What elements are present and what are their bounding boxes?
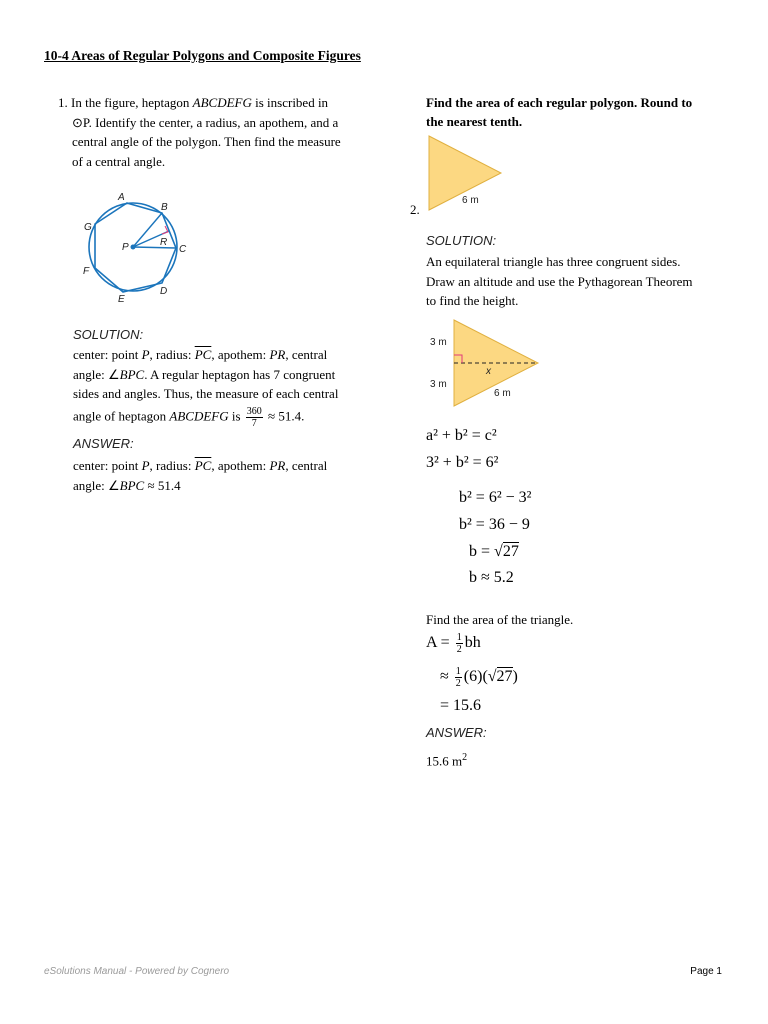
- answer-label-1: ANSWER:: [73, 436, 134, 451]
- equation-isolate: b² = 6² − 3²: [459, 489, 532, 506]
- area-formula: A = $\frac{1}{2}$ bh: [426, 632, 481, 655]
- answer-text-1: center: point P, radius: $\overline{PC}$, apothem: PR, central angle: ∠BPC ≈ 51.4: [73, 458, 328, 493]
- problem-1-prompt: 1. In the figure, heptagon ABCDEFG is inscribed in ⊙P. Identify the center, a radius, an apothem, and a central angle of the polygon. Then find the measure of a central angle.: [58, 95, 341, 169]
- equation-pythagorean: a² + b² = c²: [426, 427, 497, 444]
- solution-text-1: center: point P, radius: $\overline{PC}$, apothem: PR, central angle: ∠BPC. A regular heptagon has 7 congruent sides and angles. Thus, the measure of each central angle of heptagon ABCDEFG is $\frac{360}{7}$ ≈ 51.4.: [73, 347, 339, 429]
- apothem-label-r: R: [160, 237, 168, 248]
- solution-label-1: SOLUTION:: [73, 327, 144, 342]
- problem-2-heading: Find the area of each regular polygon. Round to the nearest tenth.: [426, 95, 693, 129]
- vertex-label-g: G: [84, 222, 92, 233]
- area-result: = 15.6: [440, 697, 482, 714]
- answer-label-2: ANSWER:: [426, 725, 487, 740]
- footer-text: eSolutions Manual - Powered by Cognero: [44, 966, 230, 977]
- solution-label-2: SOLUTION:: [426, 233, 497, 248]
- side-label: 6 m: [494, 388, 511, 399]
- side-label: 6 m: [462, 195, 479, 206]
- equation-substitute: 3² + b² = 6²: [426, 454, 499, 471]
- problem-number-2: 2.: [410, 202, 420, 217]
- page-title: 10-4 Areas of Regular Polygons and Composite Figures: [44, 48, 361, 63]
- page-number: Page 1: [690, 966, 722, 977]
- triangle-figure-2: [426, 316, 546, 410]
- vertex-label-c: C: [179, 244, 187, 255]
- center-label-p: P: [122, 242, 129, 253]
- area-substitution: ≈ $\frac{1}{2}$ (6)(√27): [440, 666, 518, 689]
- vertex-label-b: B: [161, 202, 168, 213]
- vertex-label-f: F: [83, 266, 90, 277]
- radius-pc: [133, 247, 176, 248]
- equation-simplify: b² = 36 − 9: [459, 516, 530, 533]
- radius-pb: [133, 213, 162, 247]
- fraction-360-7: $\frac{360}{7}$: [246, 405, 262, 429]
- equation-root: b = √27: [469, 543, 519, 560]
- segment-pc: $\overline{PC}$: [194, 347, 212, 362]
- vertex-label-e: E: [118, 294, 125, 305]
- heptagon-figure: [78, 188, 198, 308]
- height-label-x: x: [486, 366, 491, 377]
- triangle-figure-1: [426, 133, 506, 213]
- solution-text-2: An equilateral triangle has three congruent sides. Draw an altitude and use the Pythagorean Theorem to find the height.: [426, 254, 693, 308]
- problem-number: 1.: [58, 95, 68, 110]
- center-point: [131, 245, 136, 250]
- equation-result: b ≈ 5.2: [469, 569, 514, 586]
- vertex-label-a: A: [118, 192, 125, 203]
- find-area-text: Find the area of the triangle.: [426, 612, 574, 627]
- answer-value-2: 15.6 $m^2$: [426, 752, 468, 769]
- vertex-label-d: D: [160, 286, 168, 297]
- bottom-half-label: 3 m: [430, 379, 447, 390]
- top-half-label: 3 m: [430, 337, 447, 348]
